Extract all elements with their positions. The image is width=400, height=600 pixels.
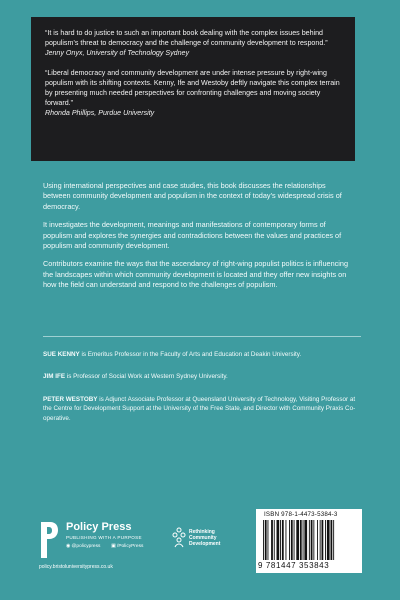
facebook-icon: ▣	[111, 544, 116, 549]
endorsement-quote	[45, 28, 343, 59]
isbn-barcode	[256, 509, 362, 573]
quote-text: “Liberal democracy and community development are under intense pressure by right-wing populism with its shifting contexts. Kenny, Ife and Westoby deftly navigate this complex terrain by presenting much needed perspectives for confronting challenges and moving society forward.”	[45, 68, 340, 108]
author-bio	[43, 372, 361, 381]
author-bio-text: is Professor of Social Work at Western Sydney University.	[65, 373, 228, 381]
series-name: Rethinking Community Development	[189, 529, 221, 548]
facebook-handle: /PolicyPress	[116, 544, 144, 549]
barcode-icon	[263, 520, 355, 560]
description-paragraph: It investigates the development, meanings and manifestations of contemporary forms of populism and explores the synergies and contradictions between the values and practices of populism and community development.	[43, 220, 342, 251]
author-bio	[43, 350, 361, 359]
author-bio-text: is Emeritus Professor in the Faculty of Arts and Education at Deakin University.	[79, 351, 302, 358]
divider	[43, 336, 361, 337]
barcode-number: 9 781447 353843	[258, 561, 330, 570]
publisher-tagline: PUBLISHING WITH A PURPOSE	[66, 535, 142, 540]
author-name: SUE KENNY	[43, 351, 80, 358]
book-description	[43, 181, 355, 299]
publisher-social	[66, 544, 143, 549]
series-logo	[172, 527, 242, 557]
author-name: JIM IFE	[43, 373, 66, 381]
isbn-label: ISBN 978-1-4473-5384-3	[264, 511, 338, 518]
author-bio	[43, 395, 361, 423]
quote-attribution: Jenny Onyx, University of Technology Sydney	[45, 49, 190, 58]
quote-text: “It is hard to do justice to such an important book dealing with the complex issues behind populism’s threat to democracy and the challenge of community development to respond.”	[45, 29, 328, 48]
endorsements-box	[31, 17, 355, 161]
twitter-icon: ◉	[66, 544, 71, 549]
author-name: PETER WESTOBY	[43, 395, 98, 403]
author-bio-text: is Adjunct Associate Professor at Queensland University of Technology, Visiting Professor at the Centre for Development Support at the University of the Free State, and Director with Community Praxis Co-operative.	[43, 395, 356, 422]
description-paragraph: Contributors examine the ways that the ascendancy of right-wing populist politics is influencing the landscapes within which community development is located and they offer new insights on how the field can understand and respond to the challenges of populism.	[43, 259, 349, 290]
quote-attribution: Rhonda Phillips, Purdue University	[45, 109, 155, 118]
figures-cluster-icon	[172, 527, 186, 549]
endorsement-quote	[45, 68, 343, 119]
publisher-name: Policy Press	[66, 521, 132, 533]
publisher-url: policy.bristoluniversitypress.co.uk	[39, 564, 113, 570]
publisher-block	[39, 520, 169, 580]
twitter-handle: @policypress	[71, 544, 101, 549]
policy-press-logo-icon	[39, 520, 59, 560]
author-bios	[43, 350, 361, 436]
description-paragraph: Using international perspectives and case studies, this book discusses the relationships between community development and populism in the context of today’s widespread crisis of democracy.	[43, 181, 342, 211]
